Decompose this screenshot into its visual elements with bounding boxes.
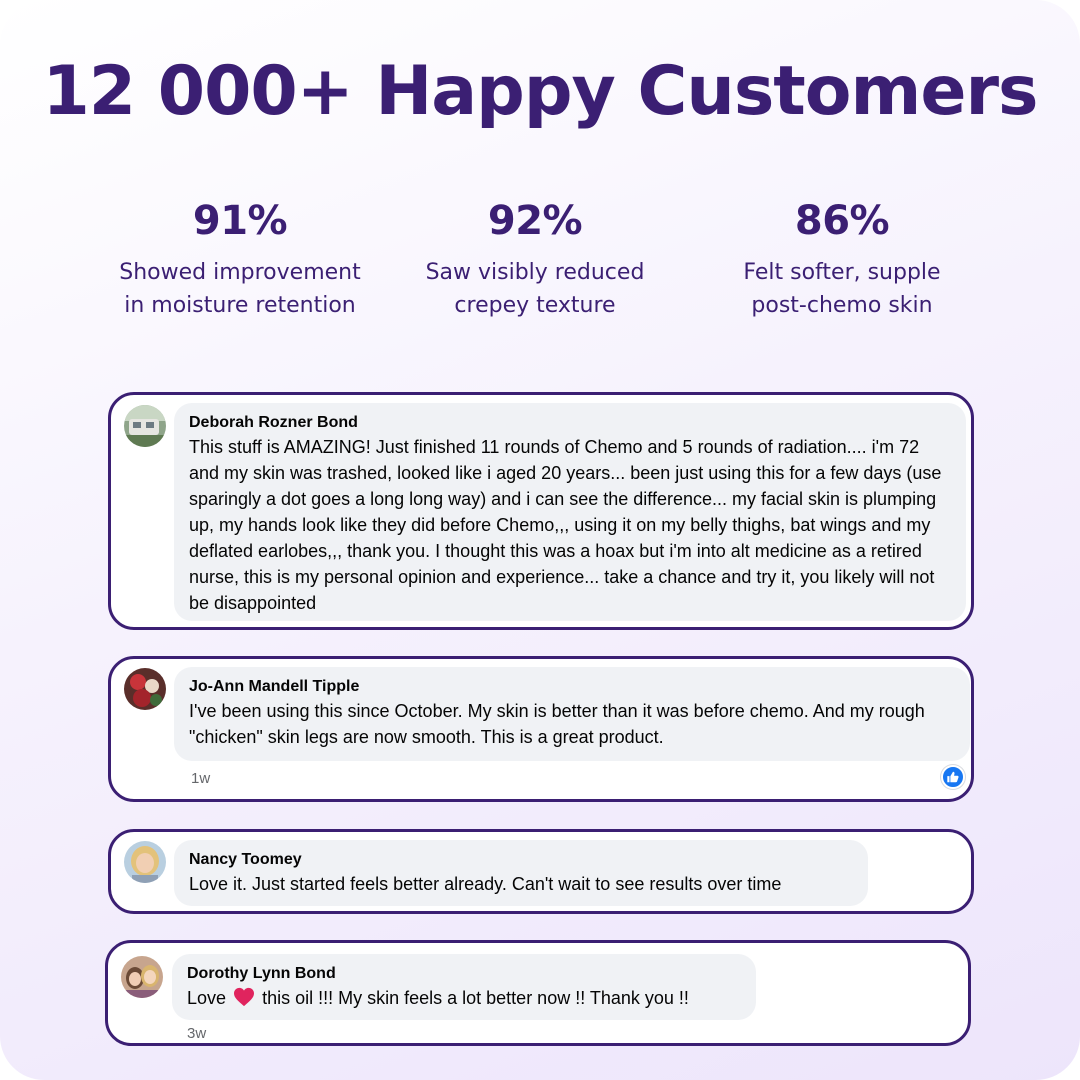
comment-text: I've been using this since October. My skin is better than it was before chemo. And my rough "chicken" skin legs are now smooth. This is a great product. [189,701,925,747]
comment-author[interactable]: Dorothy Lynn Bond [187,965,336,982]
review-card [108,392,974,630]
comment-bubble [174,403,966,621]
like-icon[interactable] [941,765,965,789]
stat-caption: Showed improvement in moisture retention [119,260,361,318]
stat-value: 91% [192,198,288,244]
avatar-photo-blonde [124,841,166,883]
stat-softness [692,198,992,322]
review-card [108,656,974,802]
comment-text: Love it. Just started feels better already. Can't wait to see results over time [189,874,782,894]
stat-value: 92% [487,198,583,244]
stat-texture [385,198,685,322]
comment-text [187,985,742,1011]
red-heart-icon [233,987,255,1007]
comment-timestamp[interactable]: 3w [187,1025,207,1042]
avatar[interactable] [124,405,166,447]
avatar[interactable] [124,841,166,883]
comment-text-after: this oil !!! My skin feels a lot better now !! Thank you !! [262,988,689,1008]
comment-timestamp[interactable]: 1w [191,770,211,787]
stat-caption: Saw visibly reduced crepey texture [425,260,645,318]
stat-caption: Felt softer, supple post-chemo skin [743,260,941,318]
comment-text: This stuff is AMAZING! Just finished 11 rounds of Chemo and 5 rounds of radiation.... i'm 72 and my skin was trashed, looked like i aged 20 years... been just using this for a few days (use sparingly a dot goes a long long way) and i can see the difference... my facial skin is plumping up, my hands look like they did before Chemo,,, using it on my belly thighs, bat wings and my deflated earlobes,,, thank you. I thought this was a hoax but i'm into alt medicine as a retired nurse, this is my personal opinion and experience... take a chance and try it, you likely will not be disappointed [189,437,942,613]
headline: 12 000+ Happy Customers [42,52,1038,131]
comment-bubble [172,954,756,1020]
avatar-photo-trailer [124,405,166,447]
comment-bubble [174,667,970,761]
comment-text-before: Love [187,988,227,1008]
stat-moisture [90,198,390,322]
review-card [105,940,971,1046]
thumbs-up-icon [946,770,960,784]
stat-value: 86% [794,198,890,244]
review-card [108,829,974,914]
avatar[interactable] [121,956,163,998]
comment-author[interactable]: Jo-Ann Mandell Tipple [189,678,360,695]
comment-author[interactable]: Deborah Rozner Bond [189,414,358,431]
comment-author[interactable]: Nancy Toomey [189,851,302,868]
comment-bubble [174,840,868,906]
avatar-photo-flowers [124,668,166,710]
avatar-photo-couple [121,956,163,998]
avatar[interactable] [124,668,166,710]
stats-row [0,198,1080,338]
